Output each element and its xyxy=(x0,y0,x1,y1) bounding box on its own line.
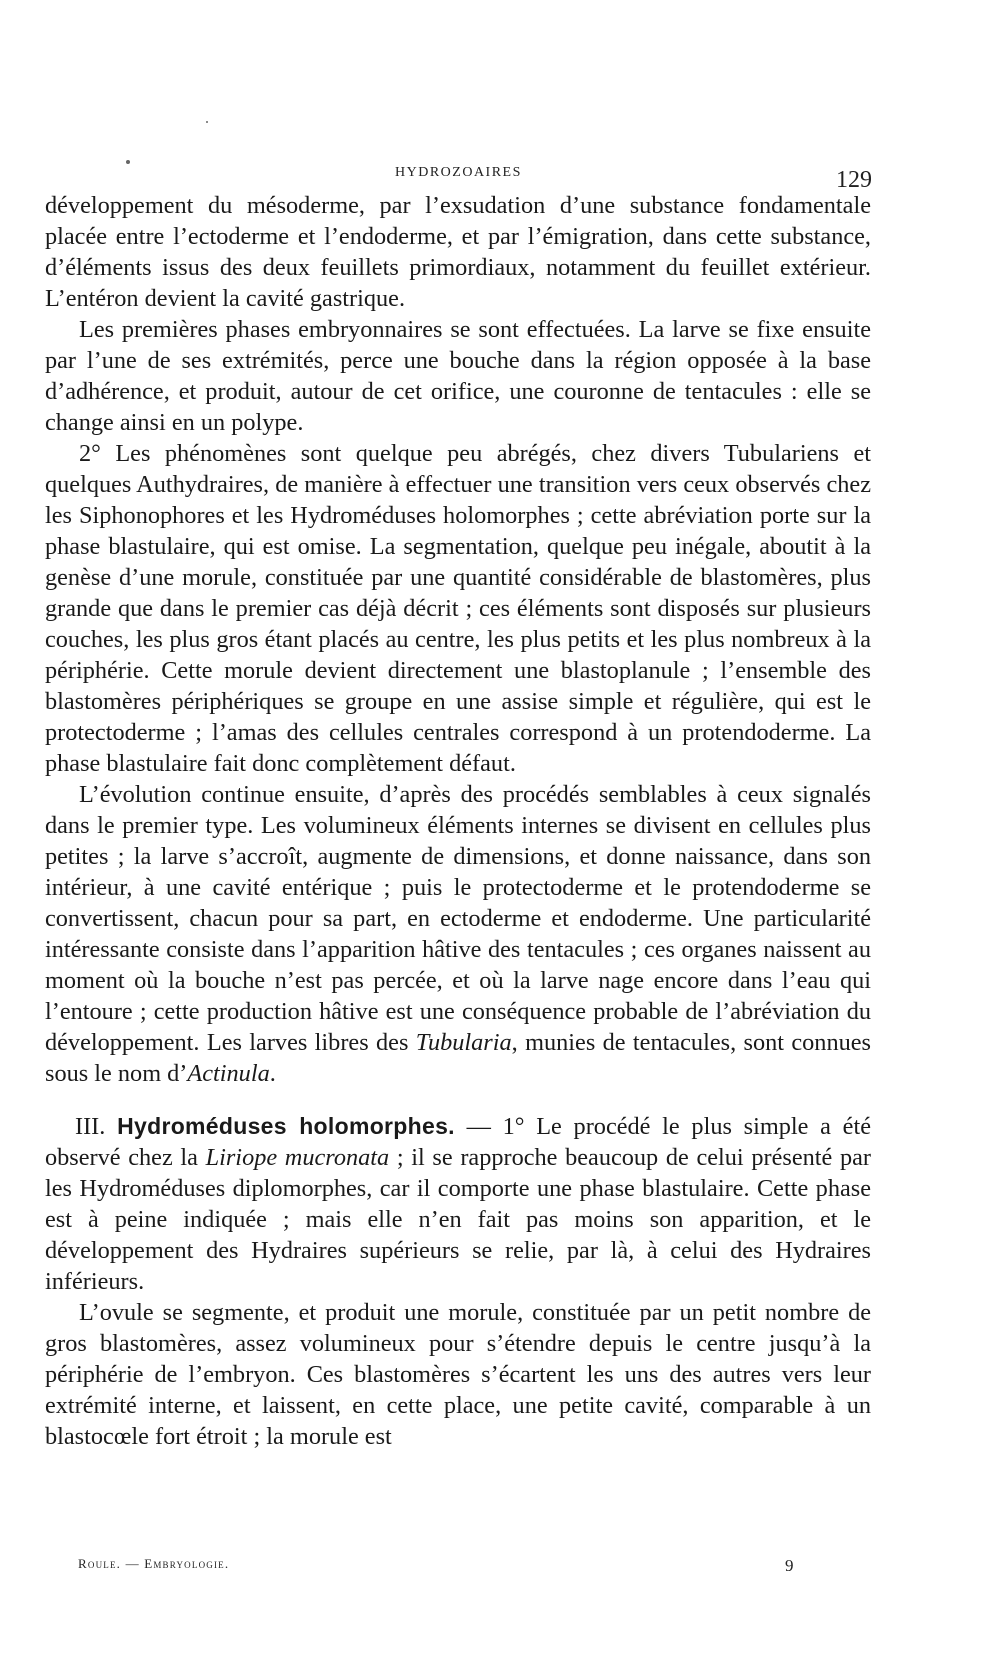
paragraph-text: — 1° Le procédé le plus simple a été observé chez la xyxy=(45,1113,872,1171)
paragraph: L’ovule se segmente, et produit une morule, constituée par un petit nombre de gros blastomères, assez volumineux pour s’étendre depuis le centre jusqu’à la périphérie de l’embryon. Ces blastomères s’écartent les uns des autres vers leur extrémité interne, et laissent, en cette place, une petite cavité, comparable à un blastocœle fort étroit ; la morule est xyxy=(45,1299,871,1450)
italic-term: Liriope mucronata xyxy=(205,1144,390,1171)
print-speck xyxy=(206,121,208,123)
paragraph-text: . xyxy=(269,1060,276,1087)
paragraph-text: ; il se rapproche beaucoup de celui présenté par les Hydroméduses diplomorphes, car il comporte une phase blastulaire. Cette phase est à peine indiquée ; mais elle n’en fait pas moins son apparition, et le développement des Hydraires supérieurs se relie, par là, à celui des Hydraires inférieurs. xyxy=(45,1144,871,1295)
body-text xyxy=(45,190,871,1452)
section-number: III. xyxy=(75,1113,106,1140)
paragraph: Les premières phases embryonnaires se sont effectuées. La larve se fixe ensuite par l’une de ses extrémités, perce une bouche dans la région opposée à la base d’adhérence, et produit, autour de cet orifice, une couronne de tentacules : elle se change ainsi en un polype. xyxy=(45,316,871,436)
sheet-number: 9 xyxy=(785,1556,794,1575)
section-title: Hydroméduses holomorphes. xyxy=(117,1113,455,1139)
printer-signature: Roule. — Embryologie. xyxy=(78,1556,230,1571)
paragraph: 2° Les phénomènes sont quelque peu abrégés, chez divers Tubulariens et quelques Authydraires, de manière à effectuer une transition vers ceux observés chez les Siphonophores et les Hydroméduses holomorphes ; cette abréviation porte sur la phase blastulaire, qui est omise. La segmentation, quelque peu inégale, aboutit à la genèse d’une morule, constituée par une quantité considérable de blastomères, plus grande que dans le premier cas déjà décrit ; ces éléments sont disposés sur plusieurs couches, les plus gros étant placés au centre, les plus petits et les plus nombreux à la périphérie. Cette morule devient directement une blastoplanule ; l’ensemble des blastomères périphériques se groupe en une assise simple et régulière, qui est le protectoderme ; l’amas des cellules centrales correspond à un protendoderme. La phase blastulaire fait donc complètement défaut. xyxy=(45,440,871,777)
paragraph: développement du mésoderme, par l’exsudation d’une substance fondamentale placée entre l’ectoderme et l’endoderme, et par l’émigration, dans cette substance, d’éléments issus des deux feuillets primordiaux, notamment du feuillet extérieur. L’entéron devient la cavité gastrique. xyxy=(45,192,871,312)
page-number: 129 xyxy=(836,167,872,193)
print-speck xyxy=(126,160,130,164)
section-paragraph xyxy=(45,1111,871,1297)
running-title: HYDROZOAIRES xyxy=(395,165,522,180)
italic-term: Actinula xyxy=(187,1060,270,1087)
paragraph-text: , munies de tentacules, sont connues sous le nom d’ xyxy=(45,1029,871,1087)
paragraph-text: L’évolution continue ensuite, d’après des procédés semblables à ceux signalés dans le premier type. Les volumineux éléments internes se divisent en cellules plus petites ; la larve s’accroît, augmente de dimensions, et donne naissance, dans son intérieur, à une cavité entérique ; puis le protectoderme et le protendoderme se convertissent, chacun pour sa part, en ectoderme et endoderme. Une particularité intéressante consiste dans l’apparition hâtive des tentacules ; ces organes naissent au moment où la bouche n’est pas percée, et où la larve nage encore dans l’eau qui l’entoure ; cette production hâtive est une conséquence probable de l’abréviation du développement. Les larves libres des xyxy=(45,781,871,1056)
italic-term: Tubularia xyxy=(415,1029,512,1056)
paragraph xyxy=(45,779,871,1089)
